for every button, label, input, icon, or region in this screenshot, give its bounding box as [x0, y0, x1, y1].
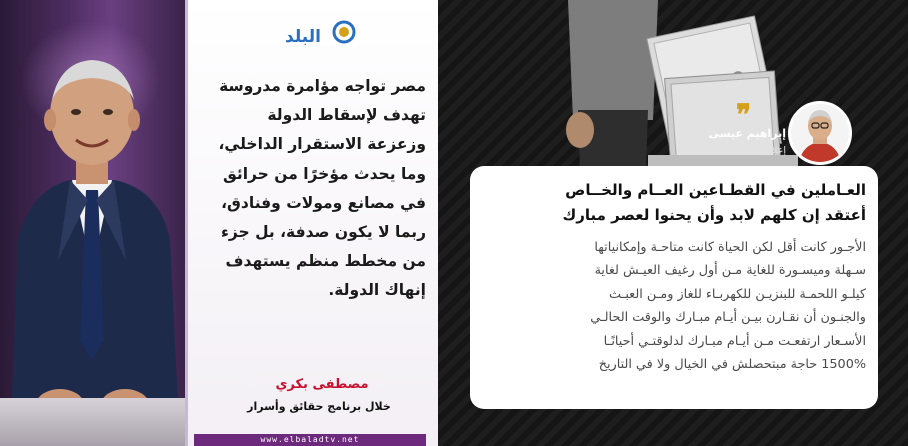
channel-logo-text: البلد	[285, 27, 321, 47]
writer-avatar	[788, 101, 852, 165]
quote-line: إنهاك الدولة.	[328, 281, 426, 300]
studio-desk	[0, 398, 185, 446]
quote-line: من مخطط منظم يستهدف	[225, 252, 426, 271]
body-line: والجنـون أن نقـارن بيـن أيـام مبـارك والوقت الحالـي	[590, 310, 866, 326]
body-line: كيلـو اللحمـة للبنزيـن للكهربـاء للغاز ومـن العبـث	[609, 286, 866, 302]
quote-line: مصر تواجه مؤامرة مدروسة	[219, 77, 426, 95]
speaker-program: خلال برنامج حقائق وأسرار	[247, 400, 391, 413]
speaker-name: مصطفى بكري	[275, 377, 369, 392]
quote-mark-icon: ❞	[736, 98, 752, 131]
website-url: www.elbaladtv.net	[194, 434, 426, 446]
quote-line: في مصانع ومولات وفنادق،	[221, 193, 426, 212]
quote-line: وزعزعة الاستقرار الداخلي،	[218, 135, 426, 154]
headline-line: العـاملين في القطـاعين العــام والخــاص	[565, 181, 866, 199]
speaker-quote	[200, 72, 426, 306]
body-line: الأسـعار ارتفعـت مـن أيـام مبـارك لدلوقتـي أحيانًـا	[603, 333, 866, 349]
writer-role: إعلامي	[759, 145, 786, 156]
opinion-body	[480, 236, 866, 376]
body-line: سـهلة وميسـورة للغاية مـن أول رغيف العيـش لغاية	[594, 263, 866, 279]
quote-line: وما يحدث مؤخرًا من حرائق	[222, 164, 426, 183]
opinion-headline	[480, 178, 866, 228]
tv-anchor-image	[0, 40, 185, 446]
quote-line: ربما لا يكون صدفة، بل جزء	[220, 223, 426, 242]
writer-portrait-icon	[791, 104, 849, 162]
body-line: الأجـور كانت أقل لكن الحياة كانت متاحـة وإمكانياتها	[594, 240, 866, 255]
tv-screenshot-panel	[0, 0, 438, 446]
writer-name: إبراهيم عيسى	[708, 127, 786, 140]
body-line: 1500% حاجة مبتحصلش في الخيال ولا في التاريخ	[598, 357, 866, 373]
headline-line: أعتقد إن كلهم لابد وأن يحنوا لعصر مبارك	[562, 206, 866, 224]
quote-line: تهدف لإسقاط الدولة	[267, 106, 426, 125]
